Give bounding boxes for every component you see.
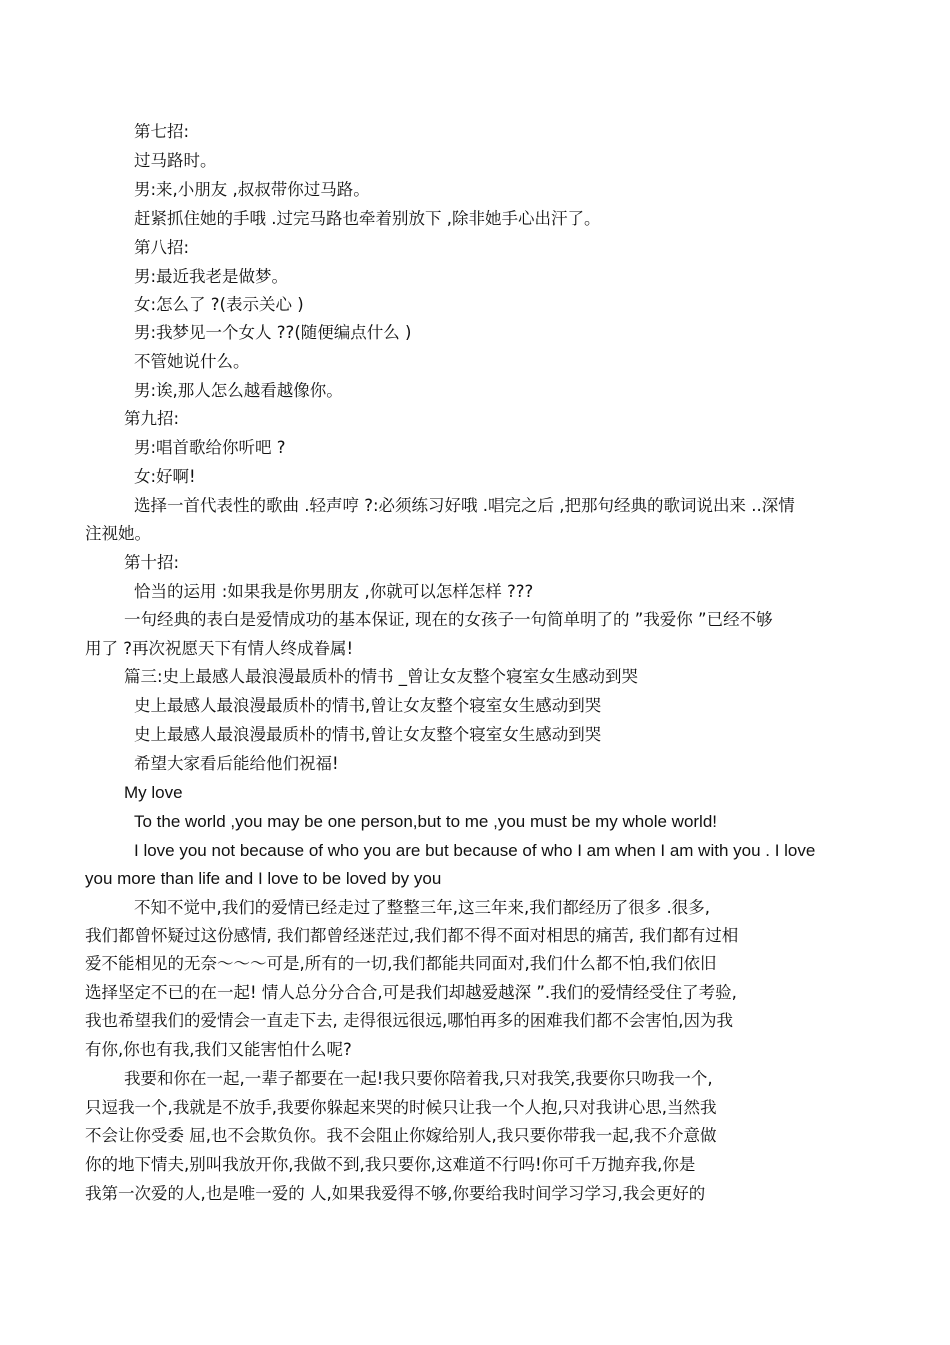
text-line: 不知不觉中,我们的爱情已经走过了整整三年,这三年来,我们都经历了很多 .很多,: [134, 898, 710, 917]
text-line: 选择一首代表性的歌曲 .轻声哼 ?:必须练习好哦 .唱完之后 ,把那句经典的歌词说出来 ..深情: [134, 496, 795, 515]
text-line: 你的地下情夫,别叫我放开你,我做不到,我只要你,这难道不行吗!你可千万抛弃我,你是: [85, 1155, 696, 1174]
text-line: 我们都曾怀疑过这份感情, 我们都曾经迷茫过,我们都不得不面对相思的痛苦, 我们都有过相: [85, 926, 739, 945]
text-line: 赶紧抓住她的手哦 .过完马路也牵着别放下 ,除非她手心出汗了。: [134, 209, 601, 228]
text-line: 男:诶,那人怎么越看越像你。: [134, 381, 343, 400]
text-line: I love you not because of who you are but because of who I am when I am with you . I love: [134, 841, 816, 860]
text-line: 注视她。: [85, 524, 151, 543]
heading-tip-9: 第九招:: [124, 409, 180, 428]
heading-tip-8: 第八招:: [134, 238, 190, 257]
text-line: 选择坚定不已的在一起! 情人总分分合合,可是我们却越爱越深 ”.我们的爱情经受住了考验,: [85, 983, 737, 1002]
text-line: 我第一次爱的人,也是唯一爱的 人,如果我爱得不够,你要给我时间学习学习,我会更好的: [85, 1184, 706, 1203]
text-line: 史上最感人最浪漫最质朴的情书,曾让女友整个寝室女生感动到哭: [134, 696, 602, 715]
heading-tip-10: 第十招:: [124, 553, 180, 572]
text-line: 我也希望我们的爱情会一直走下去, 走得很远很远,哪怕再多的困难我们都不会害怕,因为我: [85, 1011, 733, 1030]
text-line: 史上最感人最浪漫最质朴的情书,曾让女友整个寝室女生感动到哭: [134, 725, 602, 744]
text-line: 女:怎么了 ?(表示关心 ): [134, 295, 304, 314]
text-line: 有你,你也有我,我们又能害怕什么呢?: [85, 1040, 352, 1059]
text-line: 只逗我一个,我就是不放手,我要你躲起来哭的时候只让我一个人抱,只对我讲心思,当然我: [85, 1098, 717, 1117]
text-line: you more than life and I love to be loved by you: [85, 869, 442, 888]
letter-title: My love: [124, 783, 183, 802]
text-line: 不会让你受委 屈,也不会欺负你。我不会阻止你嫁给别人,我只要你带我一起,我不介意做: [85, 1126, 717, 1145]
text-line: 不管她说什么。: [134, 352, 250, 371]
text-line: 一句经典的表白是爱情成功的基本保证, 现在的女孩子一句简单明了的 ”我爱你 ”已经不够: [124, 610, 773, 629]
section-heading: 篇三:史上最感人最浪漫最质朴的情书 _曾让女友整个寝室女生感动到哭: [124, 667, 639, 686]
text-line: 希望大家看后能给他们祝福!: [134, 754, 339, 773]
heading-tip-7: 第七招:: [134, 122, 190, 141]
text-line: 用了 ?再次祝愿天下有情人终成眷属!: [85, 639, 354, 658]
text-line: 男:我梦见一个女人 ??(随便编点什么 ): [134, 323, 412, 342]
text-line: 恰当的运用 :如果我是你男朋友 ,你就可以怎样怎样 ???: [134, 582, 534, 601]
text-line: 爱不能相见的无奈～～～可是,所有的一切,我们都能共同面对,我们什么都不怕,我们依旧: [85, 954, 717, 973]
text-line: 过马路时。: [134, 151, 217, 170]
text-line: 男:来,小朋友 ,叔叔带你过马路。: [134, 180, 370, 199]
text-line: 我要和你在一起,一辈子都要在一起!我只要你陪着我,只对我笑,我要你只吻我一个,: [124, 1069, 713, 1088]
text-line: To the world ,you may be one person,but to me ,you must be my whole world!: [134, 812, 718, 831]
text-line: 女:好啊!: [134, 467, 196, 486]
text-line: 男:唱首歌给你听吧 ?: [134, 438, 286, 457]
text-line: 男:最近我老是做梦。: [134, 267, 289, 286]
